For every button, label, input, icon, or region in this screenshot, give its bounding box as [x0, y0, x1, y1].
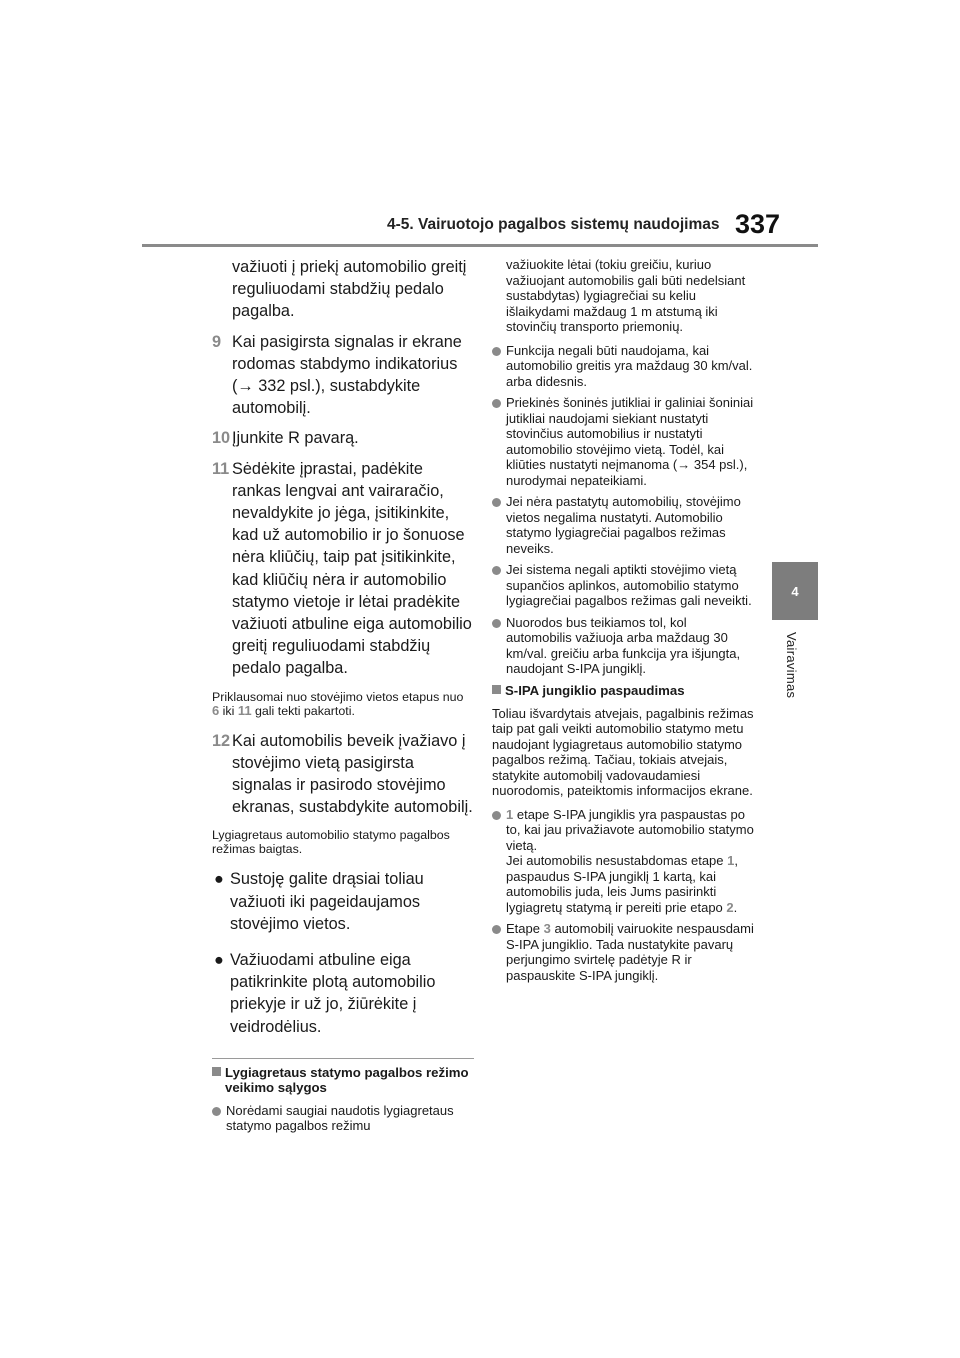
- bullet-item: [212, 1103, 474, 1134]
- chapter-tab-number: 4: [791, 584, 799, 599]
- section-paragraph: Toliau išvardytais atvejais, pagalbinis režimas taip pat gali veikti automobilio statymo metu naudojant lygiagretaus automobilio statymo pagalbos režimą. Tačiau, tokiais atvejais, statykite automobilį vadovaudamiesi nuorodomis, pateiktomis informacijos ekrane.: [492, 705, 754, 798]
- step-ref: 1: [506, 806, 514, 822]
- step-ref: 1: [727, 853, 735, 868]
- bullet-text: Etape: [506, 921, 544, 936]
- bullet-text: Nuorodos bus teikiamos tol, kol automobilis važiuoja arba maždaug 30 km/val. greičiu arba funkcija yra išjungta, naudojant S-IPA jungiklį.: [506, 614, 741, 676]
- bullet-text: Norėdami saugiai naudotis lygiagretaus statymo pagalbos režimu: [226, 1102, 454, 1134]
- circle-bullet-icon: [492, 566, 501, 575]
- completion-note: Lygiagretaus automobilio statymo pagalbos režimas baigtas.: [212, 828, 450, 857]
- step-text: Kai pasigirsta signalas ir ekrane rodomas stabdymo indikatorius (→ 332 psl.), sustabdykite automobilį.: [232, 332, 462, 418]
- bullet-continuation: važiuokite lėtai (tokiu greičiu, kuriuo važiuojant automobilis gali būti nedelsiant sustabdytas) lygiagrečiai su keliu išlaikydami maždaug 1 m atstumą iki stovinčių transporto priemonių.: [506, 257, 746, 334]
- circle-bullet-icon: [212, 1107, 221, 1116]
- circle-bullet-icon: [492, 498, 501, 507]
- page-number: 337: [735, 209, 781, 239]
- circle-bullet-icon: [492, 399, 501, 408]
- chapter-tab-label: Vairavimas: [784, 632, 799, 699]
- dot-text: Sustoję galite drąsiai toliau važiuoti iki pageidaujamos stovėjimo vietos.: [230, 870, 424, 933]
- chapter-tab: [772, 562, 818, 620]
- bullet-text: etape S-IPA jungiklis yra paspaustas po to, kai jau privažiavote automobilio statymo vietą.: [506, 806, 754, 853]
- dot-text: Važiuodami atbuline eiga patikrinkite plotą automobilio priekyje ir už jo, žiūrėkite į veidrodėlius.: [230, 951, 436, 1036]
- step-number: 10: [212, 429, 231, 448]
- section-divider: [212, 1058, 474, 1059]
- circle-bullet-icon: [492, 925, 501, 934]
- header-divider: [142, 244, 818, 247]
- step-number: 12: [212, 731, 231, 750]
- bullet-text: Jei automobilis nesustabdomas etape: [506, 853, 728, 868]
- bullet-item: [492, 494, 754, 556]
- circle-bullet-icon: [492, 619, 501, 628]
- bullet-text: , paspaudus S-IPA jungiklį 1 kartą, kai automobilis juda, leis Jums pasirinkti lygiagretų statymą ir pereiti prie etapo: [506, 853, 738, 915]
- page-header: [0, 0, 960, 250]
- section-heading: [212, 1065, 474, 1095]
- bullet-item: [492, 343, 754, 390]
- step-number: 9: [212, 332, 222, 351]
- square-bullet-icon: [492, 685, 501, 694]
- bullet-item: [492, 921, 754, 983]
- bullet-dot-icon: ●: [214, 870, 224, 889]
- step-11: [212, 458, 474, 680]
- square-bullet-icon: [212, 1067, 221, 1076]
- note-text: iki: [219, 703, 238, 718]
- section-heading-text: Lygiagretaus statymo pagalbos režimo veikimo sąlygos: [225, 1064, 469, 1095]
- step-ref: 6: [212, 702, 220, 718]
- dot-item: [212, 868, 474, 935]
- bullet-text: Jei sistema negali aptikti stovėjimo vietą supančios aplinkos, automobilio statymo lygiagrečiai pagalbos režimas gali neveikti.: [506, 562, 752, 608]
- step-text: Įjunkite R pavarą.: [232, 429, 359, 448]
- step-9: [212, 331, 474, 420]
- bullet-text: automobilį vairuokite nespausdami S-IPA jungiklio. Tada nustatykite pavarų perjungimo svirtelę padėtyje R ir paspauskite S-IPA jungiklį.: [506, 921, 754, 983]
- bullet-text: Priekinės šoninės jutikliai ir galiniai šoniniai jutikliai naudojami siekiant nustatyti stovinčius automobilius ir nustatyti automobilio stovėjimo vietą. Todėl, kai kliūties nustatyti neįmanoma (→ 354 psl.), nurodymai nepateikiami.: [506, 395, 754, 488]
- step-ref: 3: [543, 921, 551, 936]
- dot-item: [212, 949, 474, 1038]
- bullet-item: [492, 807, 754, 916]
- bullet-text: .: [733, 899, 738, 915]
- repeat-note: [212, 690, 474, 718]
- step-ref: 2: [726, 899, 734, 915]
- section-heading: [492, 683, 754, 698]
- section-title: 4-5. Vairuotojo pagalbos sistemų naudojimas: [387, 216, 720, 233]
- bullet-dot-icon: ●: [214, 951, 224, 970]
- step-text: Sėdėkite įprastai, padėkite rankas lengvai ant vairaračio, nevaldykite jo jėga, įsitikinkite, kad už automobilio ir jo šonuose nėra kliūčių, taip pat įsitikinkite, kad kliūčių nėra ir automobilio statymo vietoje ir lėtai pradėkite važiuoti atbuline eiga automobilio greitį reguliuodami stabdžių pedalo pagalba.: [232, 459, 472, 678]
- right-column: [492, 257, 754, 989]
- left-column: [212, 256, 474, 1140]
- circle-bullet-icon: [492, 811, 501, 820]
- step-text: Kai automobilis beveik įvažiavo į stovėjimo vietą pasigirsta signalas ir pasirodo stovėjimo ekranas, sustabdykite automobilį.: [232, 731, 473, 817]
- bullet-item: [492, 562, 754, 609]
- note-text: gali tekti pakartoti.: [251, 703, 355, 718]
- bullet-item: [492, 395, 754, 488]
- bullet-item: [492, 615, 754, 677]
- step-ref: 11: [237, 702, 252, 718]
- step-number: 11: [212, 459, 230, 478]
- bullet-text: Funkcija negali būti naudojama, kai automobilio greitis yra maždaug 30 km/val. arba didesnis.: [506, 342, 753, 389]
- step-12: [212, 730, 474, 819]
- bullet-text: Jei nėra pastatytų automobilių, stovėjimo vietos negalima nustatyti. Automobilio statymo lygiagrečiai pagalbos režimas neveiks.: [506, 494, 741, 556]
- note-text: Priklausomai nuo stovėjimo vietos etapus nuo: [212, 689, 464, 704]
- step-10: [212, 427, 474, 449]
- section-heading-text: S-IPA jungiklio paspaudimas: [505, 682, 685, 698]
- step-continuation: važiuoti į priekį automobilio greitį reguliuodami stabdžių pedalo pagalba.: [232, 258, 467, 321]
- circle-bullet-icon: [492, 347, 501, 356]
